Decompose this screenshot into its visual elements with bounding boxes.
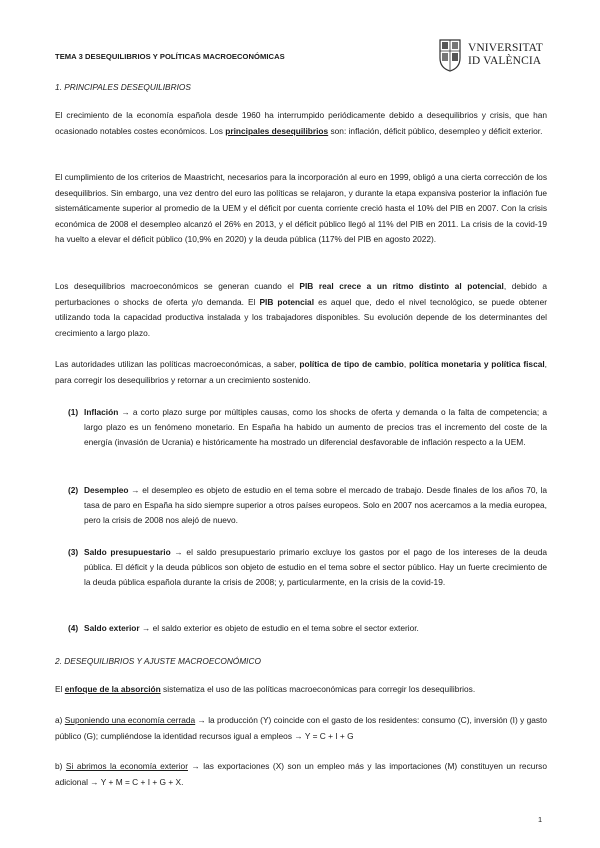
university-name-line1: VNIVERSITAT [468,42,543,54]
arrow-right-icon: → [191,761,200,771]
list-item-inflation: (1) Inflación → a corto plazo surge por múltiples causas, como los shocks de oferta y demanda o la falta de competencia; a largo plazo es un fenómeno monetario. En España ha habido un aumento de precios tras el incremento del coste de la energía (invasión de Ucrania) e históricamente ha mostrado un diferencial desfavorable de inflación respecto a la UEM. [68,407,547,448]
arrow-right-icon: → [121,407,130,417]
list-item-external-balance: (4) Saldo exterior → el saldo exterior es objeto de estudio en el tema sobre el sector exterior. [68,621,547,636]
section2-paragraph-1: El enfoque de la absorción sistematiza el uso de las políticas macroeconómicas para corregir los desequilibrios. [55,684,476,694]
list-item-number: (2) [68,485,79,495]
page-number: 1 [538,815,543,824]
list-item-number: (1) [68,407,79,417]
pib-potencial-term: PIB potencial [259,296,315,307]
enfoque-absorcion-term: enfoque de la absorción [64,684,161,694]
section1-paragraph-4: Las autoridades utilizan las políticas macroeconómicas, a saber, política de tipo de cambio, política monetaria y política fiscal, para corregir los desequilibrios y retornar a un crecimiento sostenido. [55,359,547,385]
section2-paragraph-a: a) Suponiendo una economía cerrada → la producción (Y) coincide con el gasto de los residentes: consumo (C), inversión (I) y gasto público (G); cumpliéndose la identidad recursos igual a empleos → Y = C + I + G [55,715,547,741]
university-shield-icon [438,38,462,72]
pib-real-term: PIB real crece a un ritmo distinto al potencial [299,281,504,291]
arrow-right-icon: → [90,776,99,787]
arrow-right-icon: → [141,623,151,633]
list-item-unemployment: (2) Desempleo → el desempleo es objeto de estudio en el tema sobre el mercado de trabajo. Desde finales de los años 70, la tasa de paro en España ha sido siempre superior a otros países europeos. Solo en 2007 nos acercamos a la media europea, pero la crisis de 2008 nos alejó de nuevo. [68,485,547,526]
section2-heading: 2. DESEQUILIBRIOS Y AJUSTE MACROECONÓMICO [55,656,261,666]
section2-paragraph-b: b) Si abrimos la economía exterior → las exportaciones (X) son un empleo más y las importaciones (M) constituyen un recurso adicional → Y + M = C + I + G + X. [55,761,547,787]
arrow-right-icon: → [131,485,140,495]
arrow-right-icon: → [294,730,303,741]
section1-paragraph-3: Los desequilibrios macroeconómicos se generan cuando el PIB real crece a un ritmo distinto al potencial, debido a perturbaciones o shocks de oferta y/o demanda. El PIB potencial es aquel que, dedo el nivel tecnológico, se puede obtener utilizando toda la capacidad productiva instalada y los trabajadores disponibles. Su evolución depende de los determinantes del crecimiento a largo plazo. [55,281,547,338]
section1-paragraph-2: El cumplimiento de los criterios de Maastricht, necesarios para la incorporación al euro en 1999, obligó a una cierta corrección de los desequilibrios. Sin embargo, una vez dentro del euro las políticas se relajaron, y durante la etapa expansiva posterior la inflación fue sistemáticamente superior al promedio de la UEM y el déficit por cuenta corriente creció hasta el 10% del PIB en 2007. Con la crisis económica de 2008 el desempleo alcanzó el 26% en 2013, y el déficit público llegó al 11% del PIB en 2011. La crisis de la covid-19 ha vuelto a elevar el déficit público (10,9% en 2020) y la deuda pública (117% del PIB en agosto 2022). [55,172,547,245]
list-item-number: (3) [68,547,79,557]
university-name-line2: ID VALÈNCIA [468,55,542,67]
section1-heading: 1. PRINCIPALES DESEQUILIBRIOS [55,82,191,92]
arrow-right-icon: → [197,715,206,725]
section1-paragraph-1: El crecimiento de la economía española desde 1960 ha interrumpido periódicamente debido a desequilibrios y crisis, que han ocasionado notables costes económicos. Los principales desequilibrios son: inflación, déficit público, desempleo y déficit exterior. [55,110,547,136]
list-item-number: (4) [68,623,79,633]
arrow-right-icon: → [174,547,183,557]
university-logo [438,38,558,74]
document-title: TEMA 3 DESEQUILIBRIOS Y POLÍTICAS MACROECONÓMICAS [55,52,285,61]
list-item-budget-balance: (3) Saldo presupuestario → el saldo presupuestario primario excluye los gastos por el pago de los intereses de la deuda pública. El déficit y la deuda públicos son objeto de estudio en el tema sobre el sector público. Hay un fuerte crecimiento de la deuda pública española durante la crisis de 2008; y, particularmente, en la crisis de la covid-19. [68,547,547,588]
principales-desequilibrios-term: principales desequilibrios [225,125,329,136]
university-name [468,42,543,68]
